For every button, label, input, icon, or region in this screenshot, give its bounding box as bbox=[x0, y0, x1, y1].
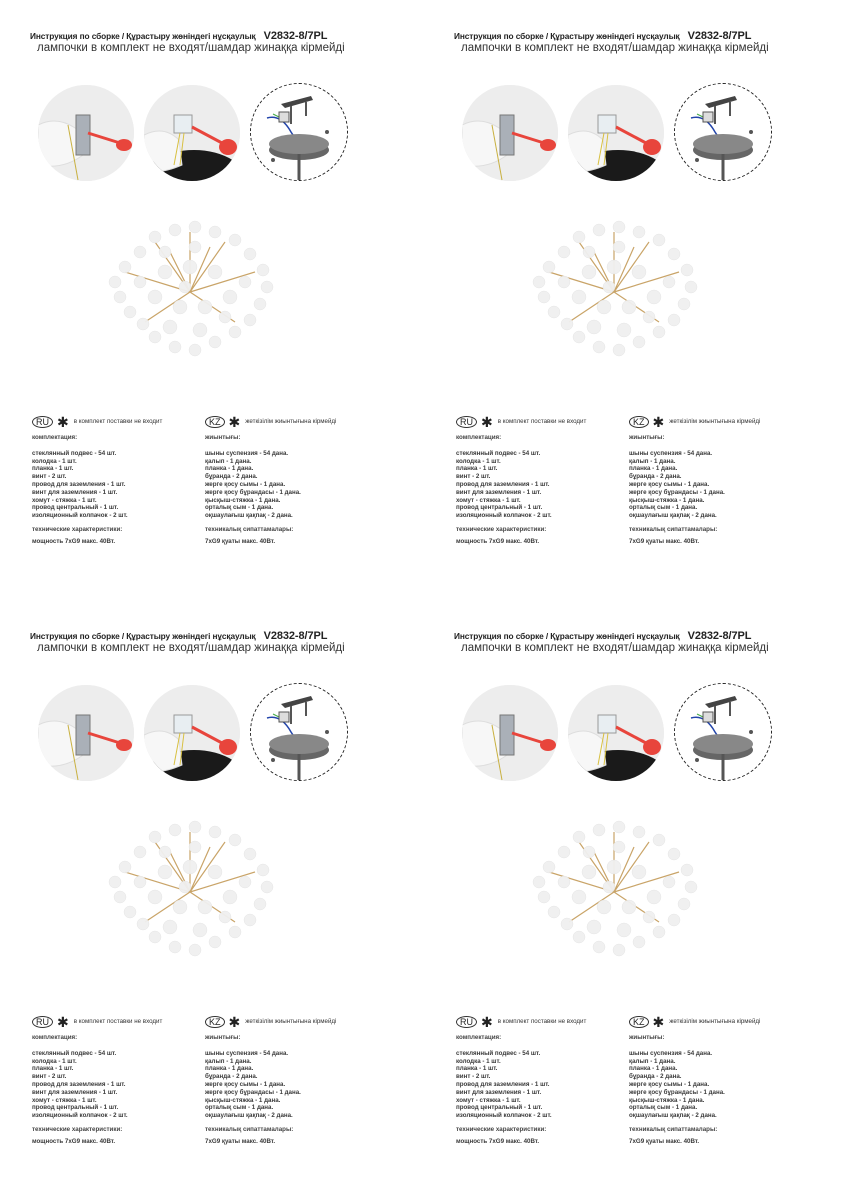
ru-note: в комплект поставки не входит bbox=[497, 1018, 587, 1026]
list-item: оқшаулағыш қақпақ - 2 дана. bbox=[205, 512, 293, 520]
kz-badge: KZ bbox=[205, 1016, 225, 1028]
list-item: планка - 1 шт. bbox=[456, 465, 498, 473]
list-item: изоляционный колпачок - 2 шт. bbox=[32, 512, 128, 520]
kz-note: жеткізілім жиынтығына кірмейді bbox=[669, 1018, 761, 1026]
ru-spec: мощность 7xG9 макс. 40Вт. bbox=[32, 1137, 116, 1145]
ru-badge: RU bbox=[32, 1016, 53, 1028]
kz-spec: 7xG9 қуаты макс. 40Вт. bbox=[629, 537, 700, 545]
kz-spec: 7xG9 қуаты макс. 40Вт. bbox=[205, 537, 276, 545]
ru-note: в комплект поставки не входит bbox=[73, 1018, 163, 1026]
list-item: қысқыш-стяжка - 1 дана. bbox=[629, 1096, 705, 1104]
list-item: провод для заземления - 1 шт. bbox=[32, 480, 126, 488]
list-item: провод центральный - 1 шт. bbox=[32, 1104, 119, 1112]
list-item: винт для заземления - 1 шт. bbox=[456, 488, 542, 496]
ru-kit-list bbox=[32, 1050, 202, 1120]
asterisk-icon: ✱ bbox=[228, 414, 241, 430]
list-item: бұранда - 2 дана. bbox=[205, 1073, 258, 1081]
list-item: стеклянный подвес - 54 шт. bbox=[456, 1049, 541, 1057]
list-item: стеклянный подвес - 54 шт. bbox=[456, 449, 541, 457]
list-item: стеклянный подвес - 54 шт. bbox=[32, 449, 117, 457]
kz-spec: 7xG9 қуаты макс. 40Вт. bbox=[629, 1137, 700, 1145]
list-item: изоляционный колпачок - 2 шт. bbox=[32, 1112, 128, 1120]
list-item: жерге қосу бұрандасы - 1 дана. bbox=[205, 488, 301, 496]
asterisk-icon: ✱ bbox=[57, 414, 69, 430]
list-item: шыны суспензия - 54 дана. bbox=[629, 1049, 713, 1057]
kz-spec-heading: техникалық сипаттамалары: bbox=[205, 525, 294, 533]
title-text: Инструкция по сборке / Құрастыру жөніндегі нұсқаулық bbox=[30, 31, 256, 41]
ru-section bbox=[32, 1016, 202, 1146]
kz-spec-heading: техникалық сипаттамалары: bbox=[629, 525, 718, 533]
list-item: планка - 1 дана. bbox=[629, 1065, 678, 1073]
instruction-sheet bbox=[0, 0, 424, 600]
list-item: бұранда - 2 дана. bbox=[629, 473, 682, 481]
list-item: қысқыш-стяжка - 1 дана. bbox=[205, 496, 281, 504]
ru-kit-list bbox=[456, 450, 626, 520]
list-item: орталық сым - 1 дана. bbox=[205, 504, 274, 512]
ru-kit-heading: комплектация: bbox=[32, 434, 78, 441]
list-item: провод центральный - 1 шт. bbox=[456, 504, 543, 512]
asterisk-icon: ✱ bbox=[57, 1014, 69, 1030]
ru-spec: мощность 7xG9 макс. 40Вт. bbox=[456, 1137, 540, 1145]
list-item: қысқыш-стяжка - 1 дана. bbox=[205, 1096, 281, 1104]
ru-note: в комплект поставки не входит bbox=[73, 418, 163, 426]
model-number: V2832-8/7PL bbox=[687, 630, 752, 642]
kz-section bbox=[629, 1016, 819, 1146]
list-item: колодка - 1 шт. bbox=[456, 1057, 501, 1065]
list-item: колодка - 1 шт. bbox=[456, 457, 501, 465]
model-number: V2832-8/7PL bbox=[263, 30, 328, 42]
list-item: планка - 1 дана. bbox=[205, 1065, 254, 1073]
asterisk-icon: ✱ bbox=[652, 1014, 665, 1030]
ru-note: в комплект поставки не входит bbox=[497, 418, 587, 426]
list-item: планка - 1 шт. bbox=[32, 465, 74, 473]
ru-kit-heading: комплектация: bbox=[456, 1034, 502, 1041]
list-item: планка - 1 дана. bbox=[629, 465, 678, 473]
sheet-subtitle: лампочки в комплект не входят/шамдар жинаққа кірмейді bbox=[37, 42, 345, 54]
list-item: жерге қосу бұрандасы - 1 дана. bbox=[205, 1088, 301, 1096]
list-item: жерге қосу бұрандасы - 1 дана. bbox=[629, 1088, 725, 1096]
connector-block-photo bbox=[144, 85, 240, 181]
list-item: қалып - 1 дана. bbox=[205, 457, 252, 465]
mounting-diagram bbox=[250, 83, 348, 181]
list-item: шыны суспензия - 54 дана. bbox=[629, 449, 713, 457]
connector-block-photo bbox=[144, 685, 240, 781]
list-item: колодка - 1 шт. bbox=[32, 1057, 77, 1065]
title-text: Инструкция по сборке / Құрастыру жөніндегі нұсқаулық bbox=[454, 631, 680, 641]
chandelier-photo bbox=[95, 812, 285, 967]
list-item: винт - 2 шт. bbox=[32, 1073, 67, 1081]
sheet-title bbox=[454, 630, 751, 642]
kz-note: жеткізілім жиынтығына кірмейді bbox=[245, 418, 337, 426]
ru-spec-heading: технические характеристики: bbox=[456, 1125, 547, 1133]
kz-kit-heading: жиынтығы: bbox=[629, 1034, 665, 1041]
title-text: Инструкция по сборке / Құрастыру жөніндегі нұсқаулық bbox=[454, 31, 680, 41]
title-text: Инструкция по сборке / Құрастыру жөніндегі нұсқаулық bbox=[30, 631, 256, 641]
list-item: провод центральный - 1 шт. bbox=[32, 504, 119, 512]
list-item: стеклянный подвес - 54 шт. bbox=[32, 1049, 117, 1057]
list-item: жерге қосу бұрандасы - 1 дана. bbox=[629, 488, 725, 496]
list-item: хомут - стяжка - 1 шт. bbox=[456, 1096, 521, 1104]
kz-kit-heading: жиынтығы: bbox=[205, 434, 241, 441]
kz-spec-heading: техникалық сипаттамалары: bbox=[629, 1125, 718, 1133]
screwdriver-wiring-photo bbox=[462, 685, 558, 781]
list-item: изоляционный колпачок - 2 шт. bbox=[456, 512, 552, 520]
kz-section bbox=[205, 416, 395, 546]
list-item: қалып - 1 дана. bbox=[629, 457, 676, 465]
chandelier-photo bbox=[519, 212, 709, 367]
list-item: провод для заземления - 1 шт. bbox=[456, 480, 550, 488]
connector-block-photo bbox=[568, 85, 664, 181]
list-item: жерге қосу сымы - 1 дана. bbox=[205, 1080, 286, 1088]
ru-section bbox=[456, 416, 626, 546]
model-number: V2832-8/7PL bbox=[263, 630, 328, 642]
screwdriver-wiring-photo bbox=[38, 685, 134, 781]
sheet-title bbox=[30, 30, 327, 42]
mounting-diagram bbox=[674, 683, 772, 781]
mounting-diagram bbox=[250, 683, 348, 781]
kz-kit-list bbox=[629, 1050, 819, 1120]
ru-section bbox=[32, 416, 202, 546]
list-item: планка - 1 шт. bbox=[32, 1065, 74, 1073]
list-item: винт - 2 шт. bbox=[32, 473, 67, 481]
instruction-sheet bbox=[424, 600, 848, 1200]
ru-badge: RU bbox=[32, 416, 53, 428]
asterisk-icon: ✱ bbox=[228, 1014, 241, 1030]
ru-spec-heading: технические характеристики: bbox=[456, 525, 547, 533]
sheet-subtitle: лампочки в комплект не входят/шамдар жинаққа кірмейді bbox=[37, 642, 345, 654]
kz-spec: 7xG9 қуаты макс. 40Вт. bbox=[205, 1137, 276, 1145]
list-item: қысқыш-стяжка - 1 дана. bbox=[629, 496, 705, 504]
list-item: винт - 2 шт. bbox=[456, 473, 491, 481]
ru-section bbox=[456, 1016, 626, 1146]
kz-kit-heading: жиынтығы: bbox=[205, 1034, 241, 1041]
asterisk-icon: ✱ bbox=[481, 1014, 493, 1030]
list-item: провод для заземления - 1 шт. bbox=[32, 1080, 126, 1088]
list-item: орталық сым - 1 дана. bbox=[629, 1104, 698, 1112]
list-item: бұранда - 2 дана. bbox=[205, 473, 258, 481]
list-item: оқшаулағыш қақпақ - 2 дана. bbox=[205, 1112, 293, 1120]
list-item: оқшаулағыш қақпақ - 2 дана. bbox=[629, 1112, 717, 1120]
kz-spec-heading: техникалық сипаттамалары: bbox=[205, 1125, 294, 1133]
sheet-subtitle: лампочки в комплект не входят/шамдар жинаққа кірмейді bbox=[461, 42, 769, 54]
ru-spec: мощность 7xG9 макс. 40Вт. bbox=[32, 537, 116, 545]
ru-spec-heading: технические характеристики: bbox=[32, 1125, 123, 1133]
chandelier-photo bbox=[95, 212, 285, 367]
list-item: хомут - стяжка - 1 шт. bbox=[32, 1096, 97, 1104]
ru-badge: RU bbox=[456, 1016, 477, 1028]
list-item: орталық сым - 1 дана. bbox=[629, 504, 698, 512]
kz-section bbox=[629, 416, 819, 546]
list-item: хомут - стяжка - 1 шт. bbox=[32, 496, 97, 504]
kz-kit-heading: жиынтығы: bbox=[629, 434, 665, 441]
list-item: бұранда - 2 дана. bbox=[629, 1073, 682, 1081]
instruction-sheet bbox=[0, 600, 424, 1200]
list-item: колодка - 1 шт. bbox=[32, 457, 77, 465]
list-item: орталық сым - 1 дана. bbox=[205, 1104, 274, 1112]
ru-spec: мощность 7xG9 макс. 40Вт. bbox=[456, 537, 540, 545]
kz-badge: KZ bbox=[629, 416, 649, 428]
instruction-sheet bbox=[424, 0, 848, 600]
screwdriver-wiring-photo bbox=[462, 85, 558, 181]
ru-kit-heading: комплектация: bbox=[32, 1034, 78, 1041]
sheet-title bbox=[30, 630, 327, 642]
connector-block-photo bbox=[568, 685, 664, 781]
kz-note: жеткізілім жиынтығына кірмейді bbox=[669, 418, 761, 426]
list-item: шыны суспензия - 54 дана. bbox=[205, 1049, 289, 1057]
list-item: оқшаулағыш қақпақ - 2 дана. bbox=[629, 512, 717, 520]
kz-kit-list bbox=[629, 450, 819, 520]
list-item: шыны суспензия - 54 дана. bbox=[205, 449, 289, 457]
screwdriver-wiring-photo bbox=[38, 85, 134, 181]
list-item: жерге қосу сымы - 1 дана. bbox=[629, 480, 710, 488]
list-item: провод для заземления - 1 шт. bbox=[456, 1080, 550, 1088]
ru-kit-heading: комплектация: bbox=[456, 434, 502, 441]
kz-section bbox=[205, 1016, 395, 1146]
sheet-title bbox=[454, 30, 751, 42]
list-item: винт - 2 шт. bbox=[456, 1073, 491, 1081]
asterisk-icon: ✱ bbox=[481, 414, 493, 430]
list-item: провод центральный - 1 шт. bbox=[456, 1104, 543, 1112]
model-number: V2832-8/7PL bbox=[687, 30, 752, 42]
list-item: винт для заземления - 1 шт. bbox=[456, 1088, 542, 1096]
asterisk-icon: ✱ bbox=[652, 414, 665, 430]
list-item: планка - 1 шт. bbox=[456, 1065, 498, 1073]
chandelier-photo bbox=[519, 812, 709, 967]
ru-spec-heading: технические характеристики: bbox=[32, 525, 123, 533]
mounting-diagram bbox=[674, 83, 772, 181]
sheet-subtitle: лампочки в комплект не входят/шамдар жинаққа кірмейді bbox=[461, 642, 769, 654]
list-item: қалып - 1 дана. bbox=[205, 1057, 252, 1065]
ru-kit-list bbox=[32, 450, 202, 520]
kz-badge: KZ bbox=[205, 416, 225, 428]
list-item: винт для заземления - 1 шт. bbox=[32, 1088, 118, 1096]
list-item: винт для заземления - 1 шт. bbox=[32, 488, 118, 496]
ru-kit-list bbox=[456, 1050, 626, 1120]
list-item: изоляционный колпачок - 2 шт. bbox=[456, 1112, 552, 1120]
list-item: хомут - стяжка - 1 шт. bbox=[456, 496, 521, 504]
kz-badge: KZ bbox=[629, 1016, 649, 1028]
list-item: планка - 1 дана. bbox=[205, 465, 254, 473]
kz-kit-list bbox=[205, 450, 395, 520]
list-item: жерге қосу сымы - 1 дана. bbox=[205, 480, 286, 488]
list-item: жерге қосу сымы - 1 дана. bbox=[629, 1080, 710, 1088]
list-item: қалып - 1 дана. bbox=[629, 1057, 676, 1065]
kz-note: жеткізілім жиынтығына кірмейді bbox=[245, 1018, 337, 1026]
ru-badge: RU bbox=[456, 416, 477, 428]
kz-kit-list bbox=[205, 1050, 395, 1120]
